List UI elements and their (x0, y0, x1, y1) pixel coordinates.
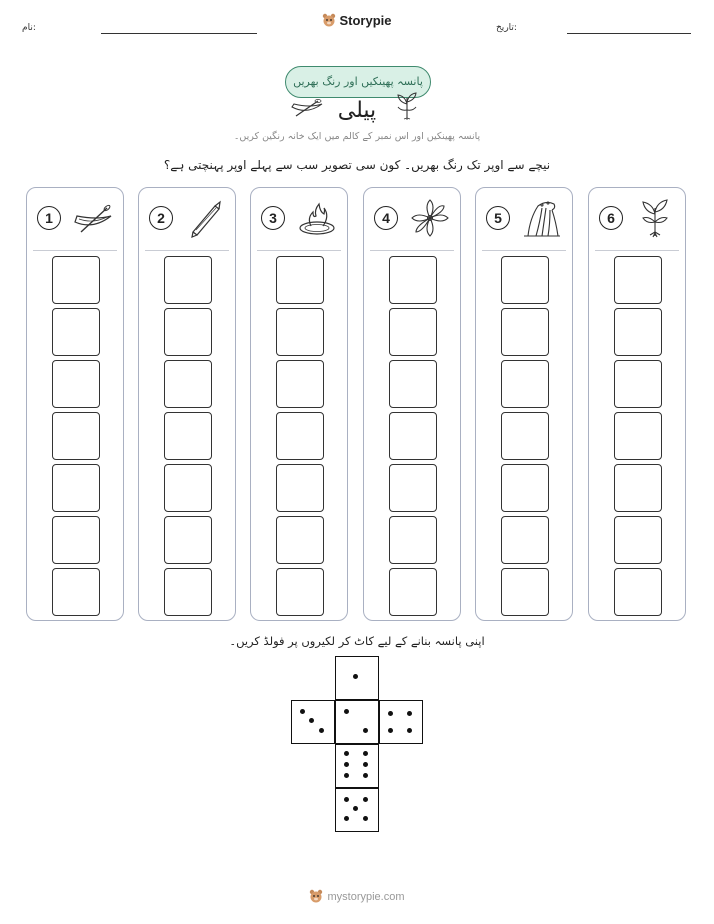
color-box[interactable] (164, 568, 212, 616)
column-divider (482, 250, 566, 251)
footer-url[interactable]: mystorypie.com (327, 891, 405, 903)
color-box[interactable] (52, 568, 100, 616)
footer (0, 889, 714, 903)
color-box[interactable] (52, 516, 100, 564)
color-box[interactable] (276, 516, 324, 564)
color-box[interactable] (276, 568, 324, 616)
color-box[interactable] (164, 360, 212, 408)
instruction-text: پانسہ پھینکیں اور اس نمبر کے کالم میں ایک خانہ رنگین کریں۔ (233, 131, 481, 142)
pip (344, 816, 349, 821)
color-box[interactable] (276, 464, 324, 512)
dice-face-1 (335, 656, 379, 700)
color-box[interactable] (389, 464, 437, 512)
column-number: 3 (261, 206, 285, 230)
color-box[interactable] (501, 464, 549, 512)
pip (407, 711, 412, 716)
column-4 (363, 187, 461, 621)
color-box[interactable] (164, 516, 212, 564)
color-box[interactable] (52, 464, 100, 512)
column-5 (475, 187, 573, 621)
color-box[interactable] (501, 412, 549, 460)
sprout-icon (635, 198, 675, 238)
color-box[interactable] (276, 360, 324, 408)
pip (344, 797, 349, 802)
color-box[interactable] (164, 308, 212, 356)
cut-instruction: اپنی پانسہ بنانے کے لیے کاٹ کر لکیروں پر فولڈ کریں۔ (229, 634, 485, 648)
pip (388, 711, 393, 716)
column-divider (145, 250, 229, 251)
pip (344, 709, 349, 714)
campfire-icon (297, 198, 337, 238)
column-divider (257, 250, 341, 251)
pip (363, 751, 368, 756)
color-box[interactable] (389, 412, 437, 460)
column-2 (138, 187, 236, 621)
color-box[interactable] (501, 308, 549, 356)
color-box[interactable] (52, 256, 100, 304)
color-box[interactable] (614, 256, 662, 304)
canoe-icon (73, 198, 113, 238)
sprout-small-icon (395, 90, 419, 120)
column-number: 1 (37, 206, 61, 230)
color-box[interactable] (52, 308, 100, 356)
color-box[interactable] (614, 360, 662, 408)
color-box[interactable] (614, 516, 662, 564)
column-number: 2 (149, 206, 173, 230)
pip (353, 674, 358, 679)
color-box[interactable] (164, 256, 212, 304)
question-text: نیچے سے اوپر تک رنگ بھریں۔ کون سی تصویر سب سے پہلے اوپر پہنچتی ہے؟ (163, 158, 551, 172)
color-box[interactable] (52, 360, 100, 408)
brand-logo (0, 13, 714, 28)
pip (363, 797, 368, 802)
bear-icon (322, 13, 336, 27)
color-box[interactable] (501, 360, 549, 408)
color-box[interactable] (52, 412, 100, 460)
color-box[interactable] (276, 256, 324, 304)
color-box[interactable] (389, 308, 437, 356)
pip (309, 718, 314, 723)
pip (388, 728, 393, 733)
activity-tag: پانسہ پھینکیں اور رنگ بھریں (285, 66, 431, 98)
dice-face-5 (335, 788, 379, 832)
pip (363, 762, 368, 767)
color-box[interactable] (164, 464, 212, 512)
column-divider (33, 250, 117, 251)
dice-face-6 (335, 744, 379, 788)
pip (407, 728, 412, 733)
color-box[interactable] (614, 412, 662, 460)
color-box[interactable] (389, 568, 437, 616)
name-label: نام: (22, 23, 36, 33)
column-1 (26, 187, 124, 621)
color-box[interactable] (389, 516, 437, 564)
column-number: 4 (374, 206, 398, 230)
column-6 (588, 187, 686, 621)
column-divider (595, 250, 679, 251)
activity-title: پیلی (337, 98, 377, 123)
flower-icon (410, 198, 450, 238)
dice-face-1b (335, 700, 379, 744)
column-number: 5 (486, 206, 510, 230)
color-box[interactable] (614, 568, 662, 616)
column-number: 6 (599, 206, 623, 230)
pip (363, 816, 368, 821)
color-box[interactable] (164, 412, 212, 460)
color-box[interactable] (389, 360, 437, 408)
waterfall-icon (522, 198, 562, 238)
pip (344, 773, 349, 778)
color-box[interactable] (276, 412, 324, 460)
column-3 (250, 187, 348, 621)
brand-name: Storypie (339, 13, 392, 28)
dice-face-3 (291, 700, 335, 744)
date-label: تاریخ: (496, 23, 517, 33)
color-box[interactable] (614, 464, 662, 512)
bear-icon (309, 889, 323, 903)
pip (363, 773, 368, 778)
date-line[interactable] (567, 33, 691, 34)
pip (344, 762, 349, 767)
pip (353, 806, 358, 811)
color-box[interactable] (501, 256, 549, 304)
pip (363, 728, 368, 733)
color-box[interactable] (614, 308, 662, 356)
color-box[interactable] (501, 516, 549, 564)
pip (300, 709, 305, 714)
column-divider (370, 250, 454, 251)
pip (344, 751, 349, 756)
pencil-icon (185, 198, 225, 238)
pip (319, 728, 324, 733)
color-box[interactable] (389, 256, 437, 304)
name-line[interactable] (101, 33, 257, 34)
color-box[interactable] (501, 568, 549, 616)
color-box[interactable] (276, 308, 324, 356)
dice-face-4 (379, 700, 423, 744)
